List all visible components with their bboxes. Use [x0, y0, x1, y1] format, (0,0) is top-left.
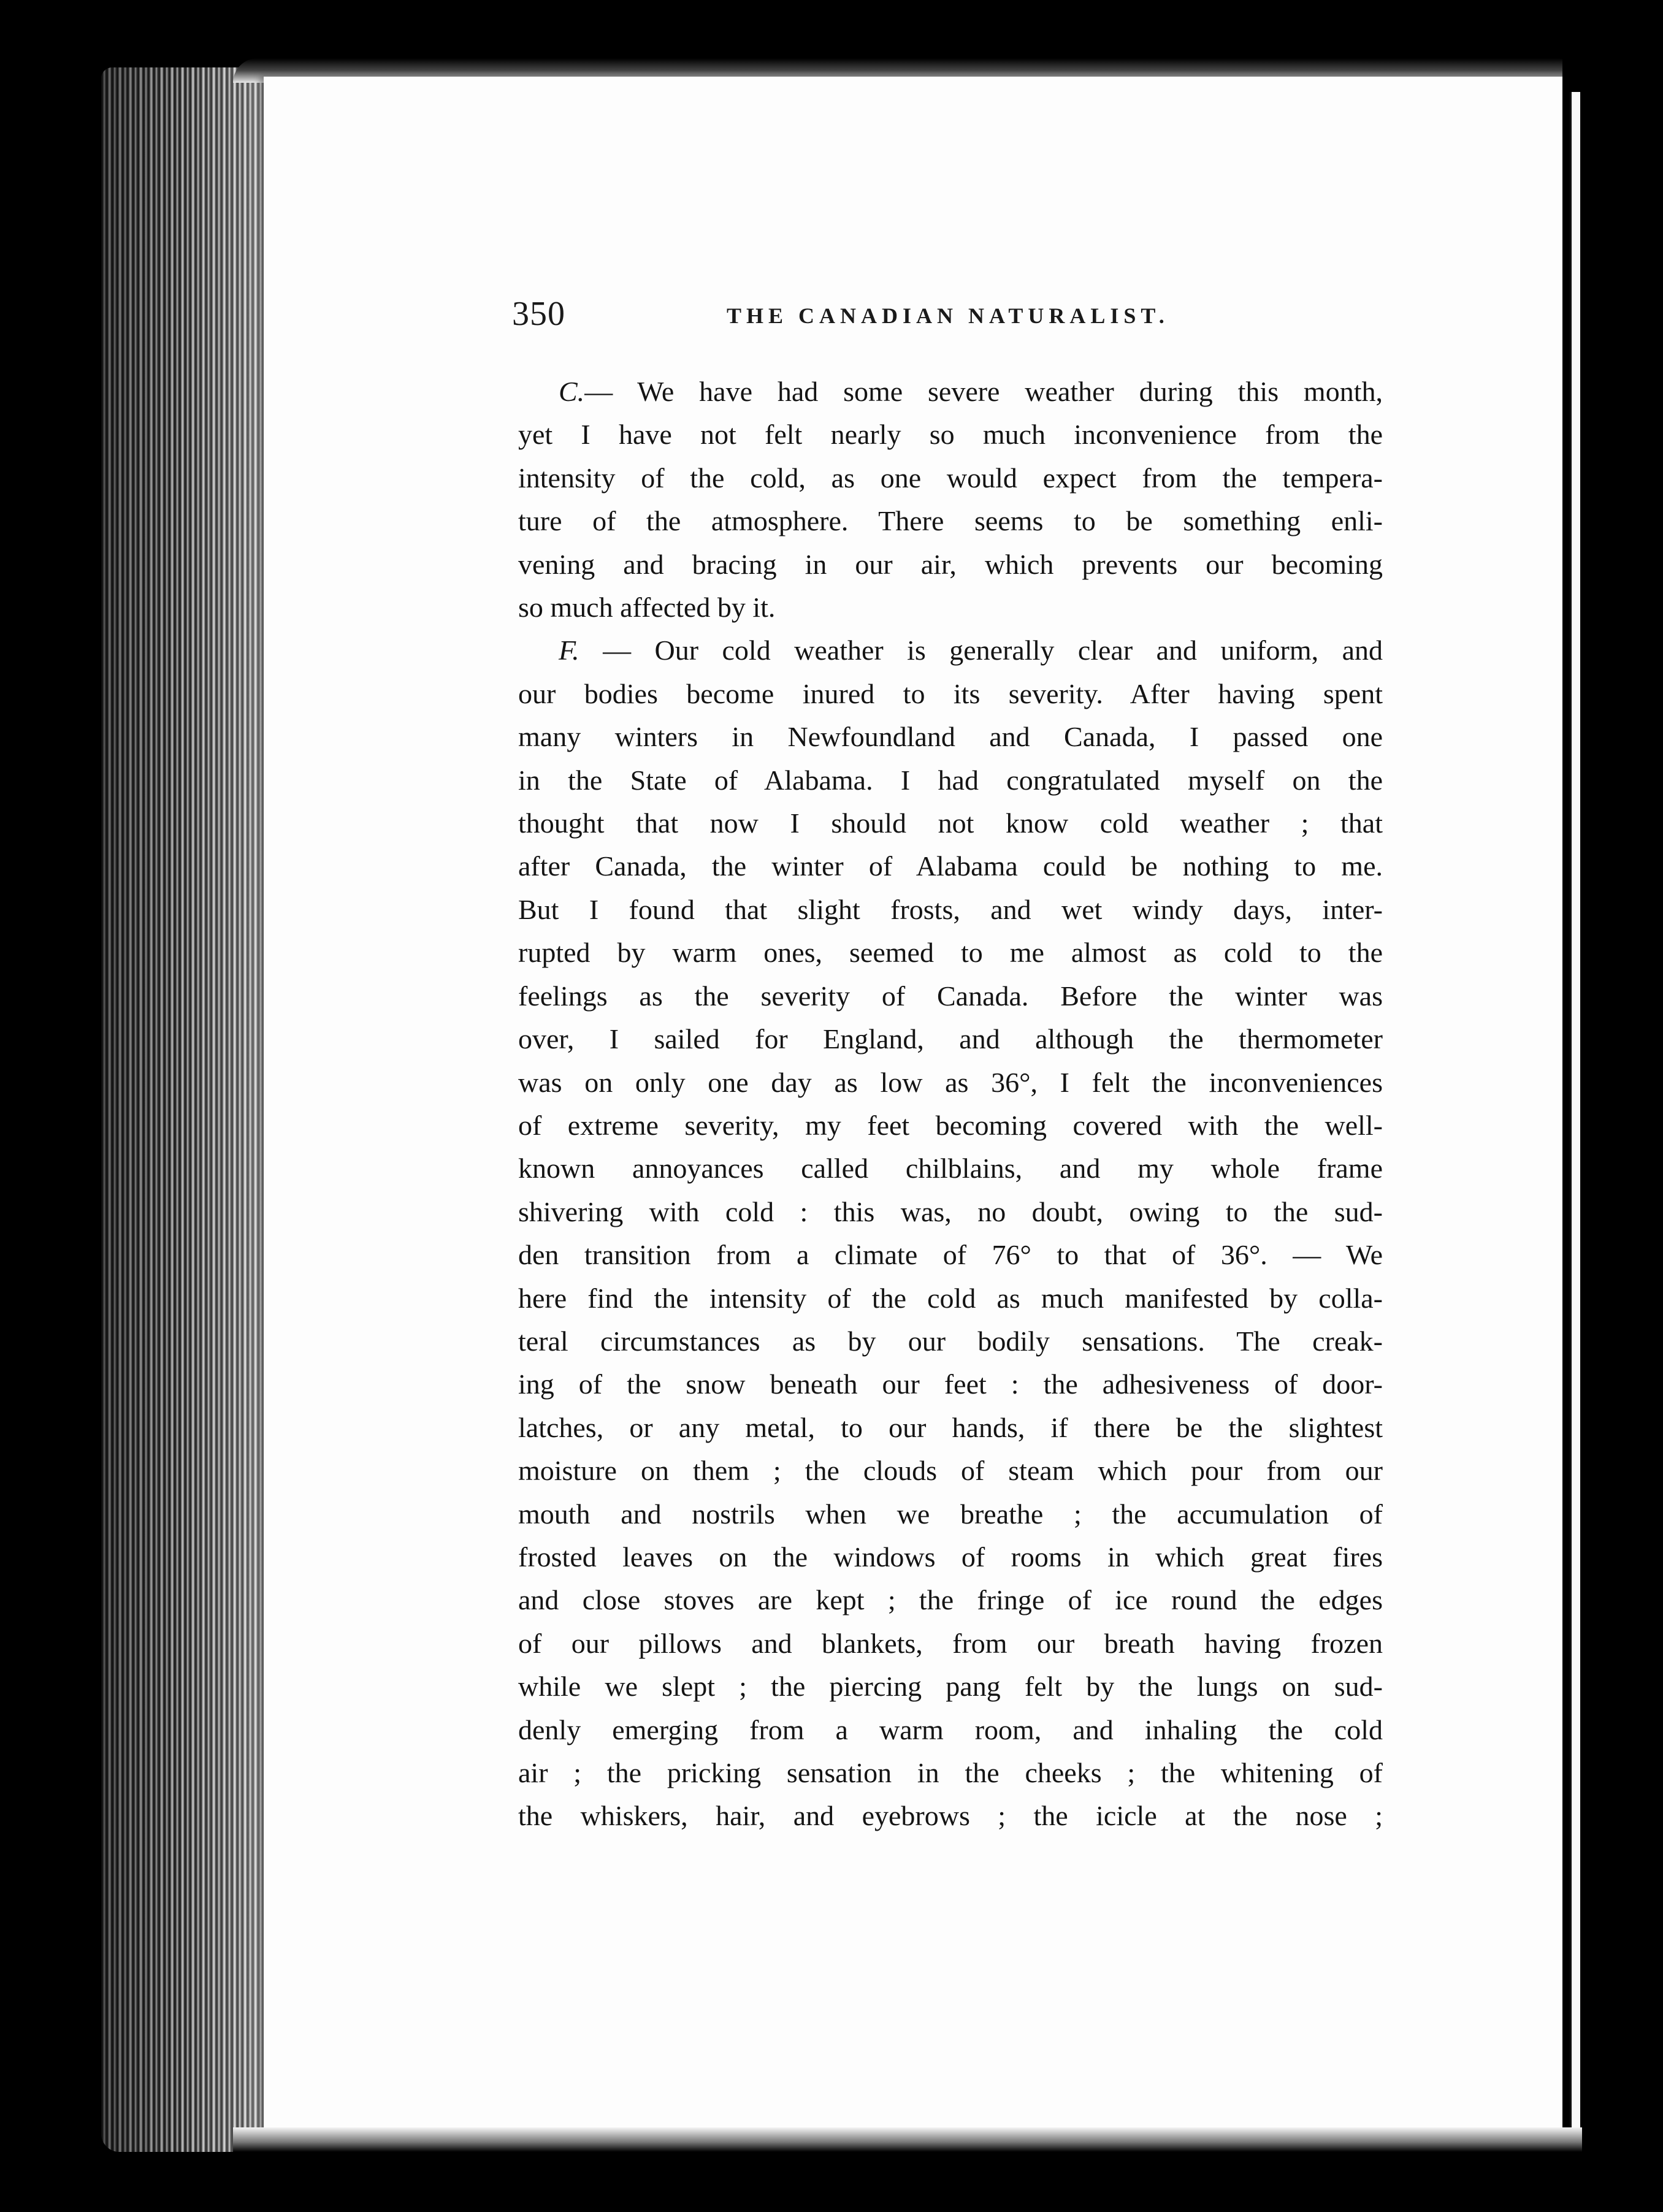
page-bottom-edge	[233, 2127, 1582, 2152]
text-line: yet I have not felt nearly so much inconvenience from the	[518, 419, 1383, 451]
text-line: den transition from a climate of 76° to that of 36°. — We	[518, 1239, 1383, 1271]
text-line: so much affected by it.	[518, 592, 776, 624]
paragraph-c	[518, 370, 1383, 629]
text-line: rupted by warm ones, seemed to me almost as cold to the	[518, 937, 1383, 969]
text-line: of our pillows and blankets, from our breath having frozen	[518, 1627, 1383, 1659]
text-line	[518, 370, 1383, 413]
running-header	[512, 294, 1266, 349]
text-line: known annoyances called chilblains, and my whole frame	[518, 1153, 1383, 1184]
facing-page-edge	[1570, 92, 1580, 2134]
text-line: vening and bracing in our air, which prevents our becoming	[518, 548, 1383, 580]
text-line: thought that now I should not know cold weather ; that	[518, 807, 1383, 839]
text-line: latches, or any metal, to our hands, if there be the slightest	[518, 1411, 1383, 1443]
running-title: THE CANADIAN NATURALIST.	[727, 303, 1169, 328]
text-line: But I found that slight frosts, and wet windy days, inter-	[518, 893, 1383, 925]
page-text	[518, 370, 1383, 1838]
book-fore-edge-shading	[101, 67, 279, 2152]
text-line: shivering with cold : this was, no doubt, owing to the sud-	[518, 1196, 1383, 1227]
text-line: and close stoves are kept ; the fringe of ice round the edges	[518, 1584, 1383, 1616]
text-line: of extreme severity, my feet becoming covered with the well-	[518, 1109, 1383, 1141]
text-line: the whiskers, hair, and eyebrows ; the icicle at the nose ;	[518, 1800, 1383, 1832]
text-line: denly emerging from a warm room, and inhaling the cold	[518, 1714, 1383, 1745]
text-line: many winters in Newfoundland and Canada, I passed one	[518, 721, 1383, 753]
text-line: moisture on them ; the clouds of steam which pour from our	[518, 1455, 1383, 1487]
page-number: 350	[512, 295, 565, 333]
text-line: teral circumstances as by our bodily sensations. The creak-	[518, 1325, 1383, 1357]
text-line: mouth and nostrils when we breathe ; the accumulation of	[518, 1498, 1383, 1530]
text-line: ing of the snow beneath our feet : the adhesiveness of door-	[518, 1368, 1383, 1400]
line-text: — Our cold weather is generally clear and uniform, and	[579, 635, 1383, 666]
text-line: while we slept ; the piercing pang felt by the lungs on sud-	[518, 1671, 1383, 1703]
text-line: frosted leaves on the windows of rooms in which great fires	[518, 1541, 1383, 1573]
text-line: in the State of Alabama. I had congratulated myself on the	[518, 764, 1383, 796]
text-line: was on only one day as low as 36°, I felt the inconveniences	[518, 1066, 1383, 1098]
text-line: air ; the pricking sensation in the cheeks ; the whitening of	[518, 1757, 1383, 1788]
text-line: ture of the atmosphere. There seems to be something enli-	[518, 505, 1383, 537]
text-line: our bodies become inured to its severity. After having spent	[518, 677, 1383, 709]
text-line: feelings as the severity of Canada. Before the winter was	[518, 980, 1383, 1012]
text-line	[518, 629, 1383, 672]
text-line: over, I sailed for England, and although the thermometer	[518, 1023, 1383, 1055]
paragraph-f	[518, 629, 1383, 1837]
text-line: after Canada, the winter of Alabama could be nothing to me.	[518, 850, 1383, 882]
text-line: here find the intensity of the cold as much manifested by colla-	[518, 1282, 1383, 1314]
text-line: intensity of the cold, as one would expect from the tempera-	[518, 462, 1383, 494]
speaker-label: F.	[559, 635, 579, 666]
speaker-label: C.	[559, 376, 585, 407]
line-text: — We have had some severe weather during this month,	[584, 376, 1383, 407]
